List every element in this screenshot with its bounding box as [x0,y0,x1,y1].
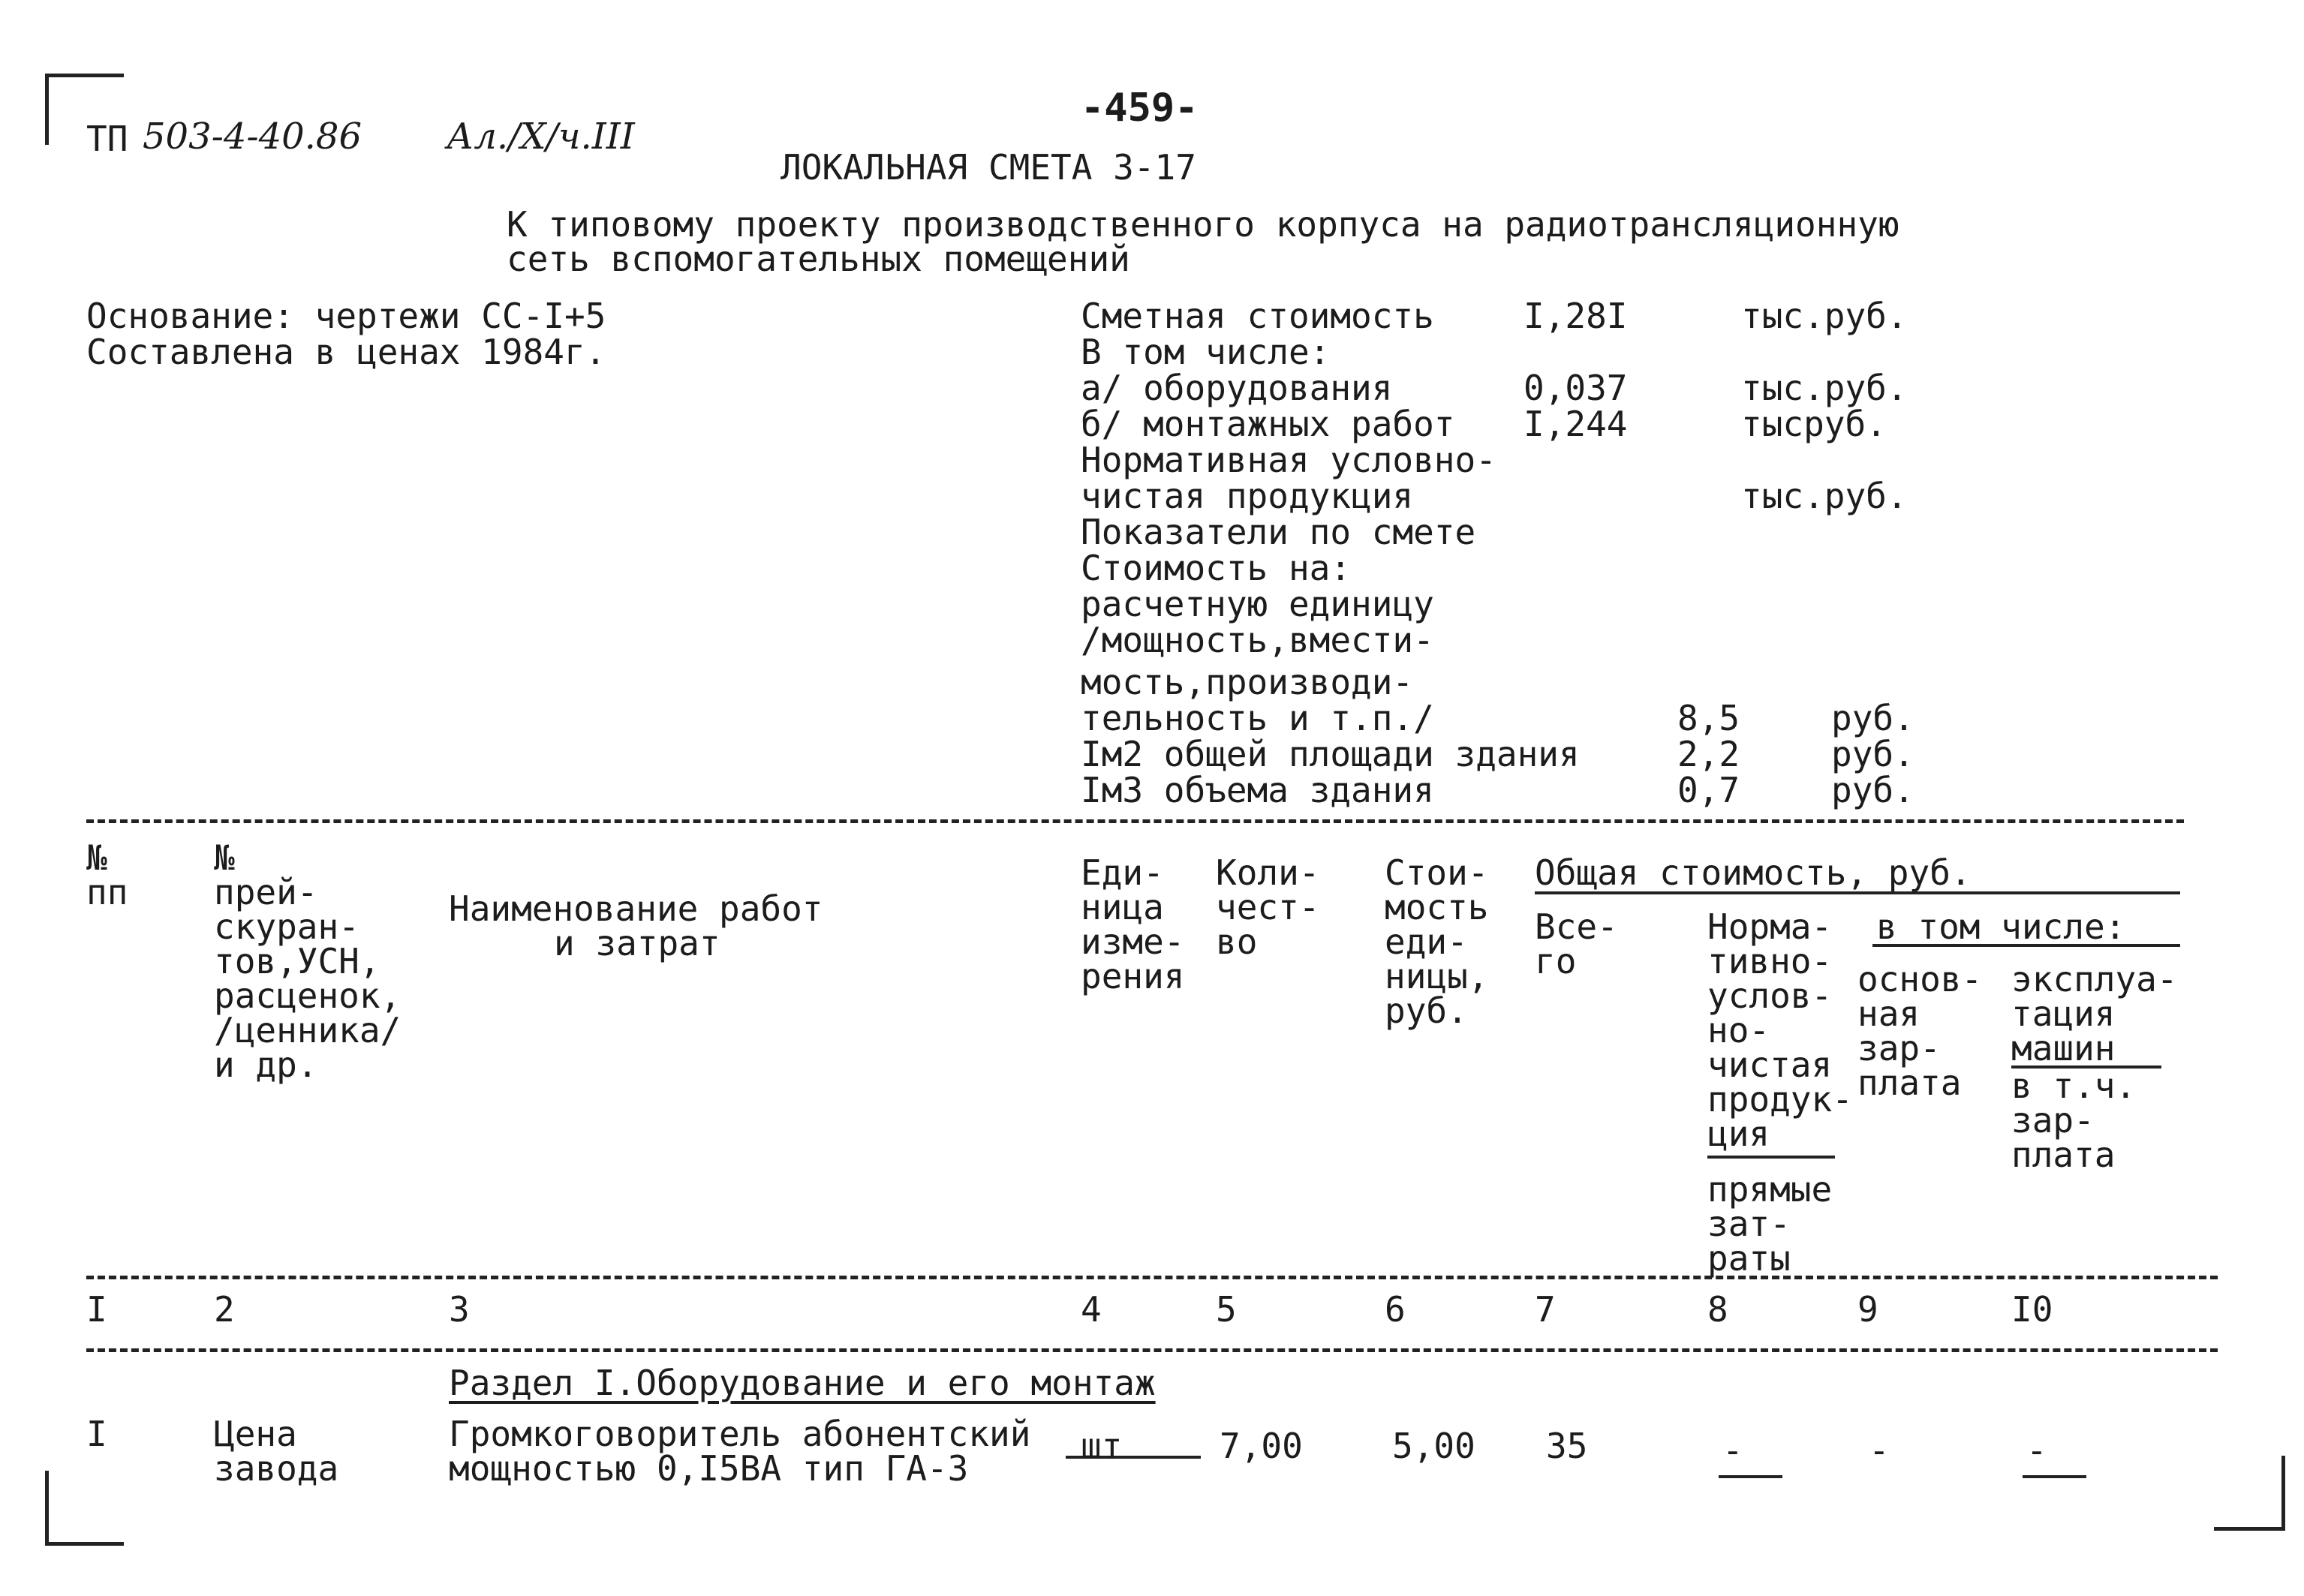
row-1-code-line: завода [214,1448,339,1489]
header-col-2-line: и др. [214,1044,318,1085]
row-1-qty: 7,00 [1220,1426,1303,1466]
header-col-4-line: рения [1081,956,1185,996]
header-col-7-line: Все- [1535,906,1618,947]
header-col-8-top [1707,906,1853,1154]
subtitle-line-2: сеть вспомогательных помещений [507,239,1130,279]
unit-text-3: мость,производи- [1081,662,1414,702]
normative-label-2: чистая продукция [1081,476,1414,516]
header-col-8-line: ция [1707,1114,1770,1154]
header-col-8-bottom-line: зат- [1707,1204,1791,1244]
header-col-2-line: прей- [214,872,318,912]
equipment-unit: тыс.руб. [1741,368,1908,408]
header-col-1 [86,837,128,912]
installation-unit: тысруб. [1741,404,1887,444]
header-col-5-line: чест- [1216,887,1320,927]
header-col-8-line: продук- [1707,1079,1853,1120]
area-unit: руб. [1831,734,1914,774]
header-col-10-line: эксплуа- [2011,959,2178,999]
header-col-8-bottom-line: прямые [1707,1169,1833,1210]
header-col-4 [1081,852,1185,996]
unit-text-2: /мощность,вмести- [1081,620,1434,660]
frame-corner-bottom-left [45,1471,124,1546]
header-col-6-line: руб. [1385,990,1468,1031]
row-1-name-line: мощностью 0,I5ВА тип ГА-3 [449,1448,969,1489]
section-title: Раздел I.Оборудование и его монтаж [449,1363,1156,1403]
table-top-rule [86,819,2184,823]
header-col-8-bottom [1707,1169,1833,1279]
row-1-col-8: - [1722,1430,1743,1471]
header-incl-group: в том числе: [1876,906,2126,947]
doc-number: 503-4-40.86 [143,116,362,158]
volume-label: Iм3 объема здания [1081,770,1434,810]
header-col-4-line: ница [1081,887,1164,927]
equipment-value: 0,037 [1523,368,1628,408]
col-number-4: 4 [1081,1289,1102,1330]
col-number-3: 3 [449,1289,470,1330]
header-col-9-line: основ- [1857,959,1983,999]
header-col-2-line: тов,УСН, [214,941,380,981]
cost-per-label: Стоимость на: [1081,548,1352,588]
row-1-unit: шт [1081,1426,1123,1466]
header-col-3-line: и затрат [554,923,720,963]
header-col-2-line: расценок, [214,975,402,1016]
row-1-col-10: - [2026,1430,2047,1471]
header-bottom-rule [86,1276,2218,1279]
unit-unit: руб. [1831,698,1914,738]
row-1-col-9: - [1869,1430,1890,1471]
header-col-3-line: Наименование работ [449,888,823,929]
estimate-title: ЛОКАЛЬНАЯ СМЕТА 3-17 [781,147,1196,188]
row-1-total: 35 [1546,1426,1588,1466]
header-col-10-top [2011,959,2178,1069]
header-col-6-line: мость [1385,887,1489,927]
header-col-8-line: Норма- [1707,906,1833,947]
normative-unit: тыс.руб. [1741,476,1908,516]
col-number-2: 2 [214,1289,235,1330]
total-group-underline [1535,891,2180,894]
page-number: -459- [1081,86,1199,131]
volume-unit: руб. [1831,770,1914,810]
header-col-7-line: го [1535,941,1577,981]
header-col-10-bottom-line: зар- [2011,1100,2095,1141]
doc-code: ТП [86,119,128,159]
header-col-2 [214,837,402,1085]
header-col-4-line: Еди- [1081,852,1164,893]
header-col-2-line: /ценника/ [214,1010,402,1050]
estimated-cost-label: Сметная стоимость [1081,296,1434,336]
header-col-7 [1535,906,1618,981]
col-number-8: 8 [1707,1289,1728,1330]
estimated-cost-unit: тыс.руб. [1741,296,1908,336]
row-1-name [449,1414,1031,1489]
header-col-8-line: тивно- [1707,941,1833,981]
header-col-3 [449,888,823,963]
header-col-8-line: но- [1707,1010,1770,1050]
installation-value: I,244 [1523,404,1628,444]
basis-drawings: Основание: чертежи СС-I+5 [86,296,606,336]
header-col-4-line: изме- [1081,921,1185,962]
col-numbers-bottom-rule [86,1348,2218,1352]
header-col-9-line: плата [1857,1062,1962,1103]
header-col-9 [1857,959,1983,1103]
row-1-col-8-underline [1719,1475,1782,1478]
header-col-5-line: во [1216,921,1258,962]
col-number-10: I0 [2011,1289,2053,1330]
header-col-2-line: № [214,837,235,878]
col-number-9: 9 [1857,1289,1878,1330]
unit-value: 8,5 [1677,698,1740,738]
row-1-num: I [86,1414,107,1454]
header-col-8-line: услов- [1707,975,1833,1016]
header-col-9-line: зар- [1857,1028,1941,1069]
basis-prices: Составлена в ценах 1984г. [86,332,606,372]
row-1-code-line: Цена [214,1414,297,1454]
header-col-10-bottom-line: в т.ч. [2011,1066,2137,1106]
col-number-6: 6 [1385,1289,1406,1330]
including-label: В том числе: [1081,332,1331,372]
indicators-label: Показатели по смете [1081,512,1476,552]
header-col-1-line: № [86,837,107,878]
header-total-group: Общая стоимость, руб. [1535,852,1972,893]
col-8-divider [1707,1156,1835,1159]
header-col-6-line: ницы, [1385,956,1489,996]
summary-labels [1081,296,1580,810]
header-col-6 [1385,852,1489,1031]
estimated-cost-value: I,28I [1523,296,1628,336]
album-reference: Ал./X/ч.III [447,116,635,158]
row-1-code [214,1414,339,1489]
col-number-5: 5 [1216,1289,1237,1330]
header-col-8-line: чистая [1707,1044,1833,1085]
area-label: Iм2 общей площади здания [1081,734,1580,774]
header-col-5-line: Коли- [1216,852,1320,893]
normative-label-1: Нормативная условно- [1081,440,1496,480]
frame-corner-bottom-right [2214,1456,2285,1531]
col-number-1: I [86,1289,107,1330]
header-col-10-line: машин [2011,1028,2116,1069]
header-col-5 [1216,852,1320,962]
volume-value: 0,7 [1677,770,1740,810]
header-col-10-bottom [2011,1066,2137,1175]
header-col-8-bottom-line: раты [1707,1238,1791,1279]
unit-text-4: тельность и т.п./ [1081,698,1434,738]
row-1-col-10-underline [2023,1475,2086,1478]
col-number-7: 7 [1535,1289,1556,1330]
header-col-10-line: тация [2011,993,2116,1034]
incl-group-underline [1872,944,2180,947]
equipment-label: а/ оборудования [1081,368,1393,408]
header-col-9-line: ная [1857,993,1921,1034]
header-col-6-line: еди- [1385,921,1468,962]
header-col-2-line: скуран- [214,906,359,947]
installation-label: б/ монтажных работ [1081,404,1455,444]
header-col-6-line: Стои- [1385,852,1489,893]
row-1-unit-cost: 5,00 [1392,1426,1475,1466]
row-1-name-line: Громкоговоритель абонентский [449,1414,1031,1454]
area-value: 2,2 [1677,734,1740,774]
unit-text-1: расчетную единицу [1081,584,1434,624]
header-col-10-bottom-line: плата [2011,1135,2116,1175]
header-col-1-line: пп [86,872,128,912]
subtitle-line-1: К типовому проекту производственного корпуса на радиотрансляционную [507,204,1899,245]
